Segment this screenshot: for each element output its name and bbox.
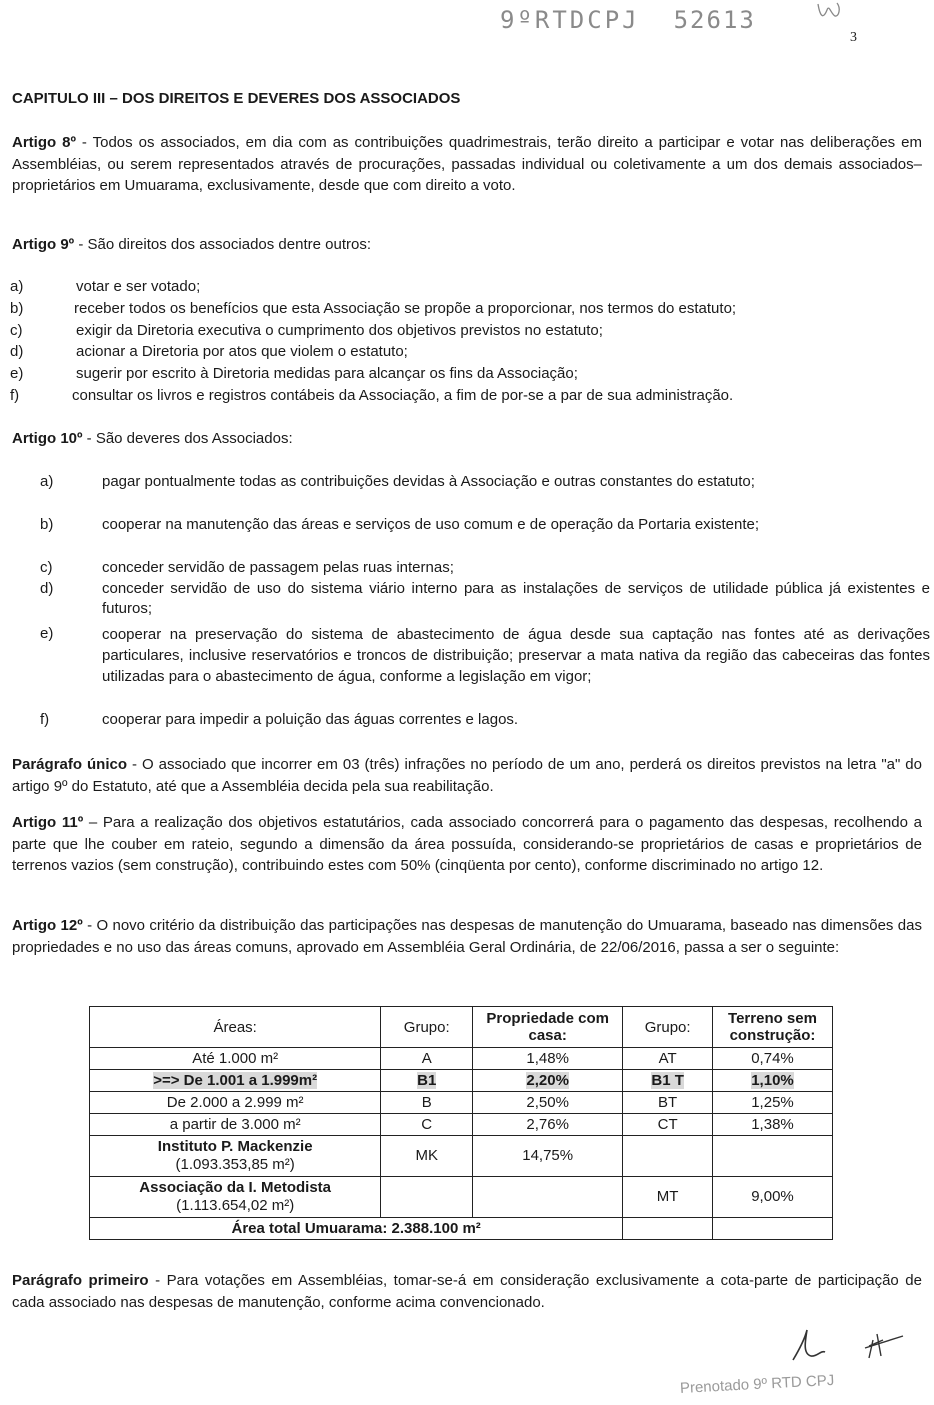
paragrafo-primeiro: [12, 1270, 922, 1313]
page-number: 3: [850, 30, 857, 45]
institution-name: Associação da I. Metodista: [139, 1179, 332, 1196]
header-propriedade: Propriedade com casa:: [473, 1007, 623, 1048]
cell-grupo-terreno: [623, 1070, 713, 1092]
total-area: Área total Umuarama: 2.388.100 m²: [90, 1218, 623, 1240]
list-item-letter: d): [10, 343, 24, 360]
table-row-highlighted: [90, 1070, 833, 1092]
list-item-letter: d): [40, 580, 54, 597]
table-row: [90, 1048, 833, 1070]
stamp-registry: 9ºRTDCPJ: [500, 6, 640, 34]
list-item-letter: b): [10, 300, 24, 317]
article-12-text: - O novo critério da distribuição das participações nas despesas de manutenção do Umuarama, baseado nas dimensões das propriedades e no uso das áreas comuns, aprovado em Assembléia Geral Ordinária, de 22/06/2016, passa a ser o seguinte:: [12, 917, 922, 956]
chapter-title: CAPITULO III – DOS DIREITOS E DEVERES DOS ASSOCIADOS: [12, 90, 461, 107]
cell-terreno: 1,25%: [713, 1092, 833, 1114]
list-item-text: cooperar na manutenção das áreas e serviços de uso comum e de operação da Portaria existente;: [102, 516, 760, 533]
cell-area: [90, 1136, 381, 1177]
cell-grupo: B: [381, 1092, 473, 1114]
contribution-table: [89, 1006, 833, 1240]
table-row-metodista: [90, 1177, 833, 1218]
article-10-text: - São deveres dos Associados:: [82, 430, 293, 447]
list-item-letter: f): [10, 387, 20, 404]
list-item-text: cooperar para impedir a poluição das águas correntes e lagos.: [102, 711, 519, 728]
registry-stamp: [500, 6, 756, 34]
list-item-text: sugerir por escrito à Diretoria medidas para alcançar os fins da Associação;: [76, 365, 578, 382]
cell-grupo: A: [381, 1048, 473, 1070]
cell-grupo-terreno: AT: [623, 1048, 713, 1070]
highlighted-grupo: B1: [417, 1071, 437, 1089]
institution-area: (1.113.654,02 m²): [176, 1197, 295, 1214]
cell-terreno: [713, 1136, 833, 1177]
cell-grupo-terreno: BT: [623, 1092, 713, 1114]
institution-area: (1.093.353,85 m²): [175, 1156, 295, 1173]
list-item-letter: c): [40, 559, 53, 576]
stamp-number: 52613: [673, 6, 756, 34]
paragrafo-unico-text: - O associado que incorrer em 03 (três) infrações no período de um ano, perderá os direitos previstos na letra "a" do artigo 9º do Estatuto, até que a Assembléia decida pela sua reabilitação.: [12, 756, 922, 795]
cell-grupo: MK: [381, 1136, 473, 1177]
cell-grupo: [381, 1177, 473, 1218]
cell-propriedade: 14,75%: [473, 1136, 623, 1177]
list-item-letter: a): [10, 278, 24, 295]
article-12: [12, 915, 922, 958]
cell-area: De 2.000 a 2.999 m²: [90, 1092, 381, 1114]
cell-grupo-terreno: MT: [623, 1177, 713, 1218]
table-row: [90, 1092, 833, 1114]
list-item-text: consultar os livros e registros contábeis da Associação, a fim de por-se a par de sua administração.: [72, 387, 734, 404]
list-item-letter: b): [40, 516, 54, 533]
list-item-text: conceder servidão de passagem pelas ruas internas;: [102, 559, 454, 576]
list-item-text: conceder servidão de uso do sistema viário interno para as instalações de serviços de utilidade pública já existentes e futuros;: [102, 580, 930, 617]
article-8-text: - Todos os associados, em dia com as contribuições quadrimestrais, terão direito a participar e votar nas deliberações em Assembléias, ou serem representados através de procurações, passadas individual ou coletivamente a um dos demais associados–proprietários em Umuarama, exclusivamente, desde que com direito a voto.: [12, 134, 922, 194]
institution-name: Instituto P. Mackenzie: [157, 1138, 313, 1155]
cell-grupo: C: [381, 1114, 473, 1136]
cell-propriedade: 2,50%: [473, 1092, 623, 1114]
table-total-row: [90, 1218, 833, 1240]
list-item-text: receber todos os benefícios que esta Associação se propõe a proporcionar, nos termos do estatuto;: [74, 300, 737, 317]
article-12-label: Artigo 12º: [12, 917, 83, 934]
cell-grupo-terreno: CT: [623, 1114, 713, 1136]
article-11: [12, 812, 922, 877]
list-item-letter: e): [40, 625, 54, 642]
cell-terreno: 0,74%: [713, 1048, 833, 1070]
cell-propriedade: [473, 1070, 623, 1092]
cell-propriedade: [473, 1177, 623, 1218]
article-9-label: Artigo 9º: [12, 236, 75, 253]
table-row: [90, 1114, 833, 1136]
list-item-text: votar e ser votado;: [76, 278, 201, 295]
paragrafo-unico: [12, 754, 922, 797]
handwritten-signature: [785, 1320, 905, 1370]
header-terreno: Terreno sem construção:: [713, 1007, 833, 1048]
cell-propriedade: 1,48%: [473, 1048, 623, 1070]
table-row-mackenzie: [90, 1136, 833, 1177]
handwritten-initial: [815, 0, 845, 24]
header-grupo-terreno: Grupo:: [623, 1007, 713, 1048]
highlighted-area: >=> De 1.001 a 1.999m²: [153, 1071, 318, 1089]
cell-area: a partir de 3.000 m²: [90, 1114, 381, 1136]
highlighted-terreno: 1,10%: [751, 1071, 794, 1089]
header-grupo: Grupo:: [381, 1007, 473, 1048]
list-item-text: acionar a Diretoria por atos que violem o estatuto;: [76, 343, 408, 360]
cell-grupo-terreno: [623, 1136, 713, 1177]
header-areas: Áreas:: [90, 1007, 381, 1048]
list-item-letter: a): [40, 473, 54, 490]
cell-empty: [623, 1218, 713, 1240]
paragrafo-unico-label: Parágrafo único: [12, 756, 128, 773]
cell-area: [90, 1070, 381, 1092]
article-8: [12, 132, 922, 197]
paragrafo-primeiro-label: Parágrafo primeiro: [12, 1272, 149, 1289]
article-9-intro: [12, 234, 922, 256]
cell-area: [90, 1177, 381, 1218]
cell-terreno: 1,38%: [713, 1114, 833, 1136]
list-item-text: pagar pontualmente todas as contribuições devidas à Associação e outras constantes do estatuto;: [102, 473, 755, 490]
article-11-text: – Para a realização dos objetivos estatutários, cada associado concorrerá para o pagamento das despesas, recolhendo a parte que lhe couber em rateio, segundo a dimensão da área possuída, considerando-se proprietários de casas e proprietários de terrenos vazios (sem construção), contribuindo estes com 50% (cinqüenta por cento), conforme discriminado no artigo 12.: [12, 814, 922, 874]
article-8-label: Artigo 8º: [12, 134, 76, 151]
cell-area: Até 1.000 m²: [90, 1048, 381, 1070]
cell-empty: [713, 1218, 833, 1240]
prenotado-stamp: Prenotado 9º RTD CPJ: [679, 1371, 835, 1397]
list-item-letter: f): [40, 711, 50, 728]
article-10-intro: [12, 428, 922, 450]
table-header-row: [90, 1007, 833, 1048]
article-11-label: Artigo 11º: [12, 814, 84, 831]
article-9-text: - São direitos dos associados dentre outros:: [74, 236, 371, 253]
cell-grupo: [381, 1070, 473, 1092]
list-item-text: exigir da Diretoria executiva o cumprimento dos objetivos previstos no estatuto;: [76, 322, 603, 339]
list-item-letter: e): [10, 365, 24, 382]
list-item-text: cooperar na preservação do sistema de abastecimento de água desde sua captação nas fontes até as derivações particulares, inclusive reservatórios e troncos de distribuição; preservar a mata nativa da região das cabeceiras das fontes utilizadas para o abastecimento de água, conforme a legislação em vigor;: [102, 626, 930, 685]
cell-propriedade: 2,76%: [473, 1114, 623, 1136]
cell-terreno: [713, 1070, 833, 1092]
article-10-label: Artigo 10º: [12, 430, 83, 447]
highlighted-grupo-terreno: B1 T: [651, 1071, 684, 1089]
paragrafo-primeiro-text: - Para votações em Assembléias, tomar-se-á em consideração exclusivamente a cota-parte de participação de cada associado nas despesas de manutenção, conforme acima convencionado.: [12, 1272, 922, 1311]
highlighted-propriedade: 2,20%: [526, 1071, 569, 1089]
list-item-letter: c): [10, 322, 23, 339]
cell-terreno: 9,00%: [713, 1177, 833, 1218]
